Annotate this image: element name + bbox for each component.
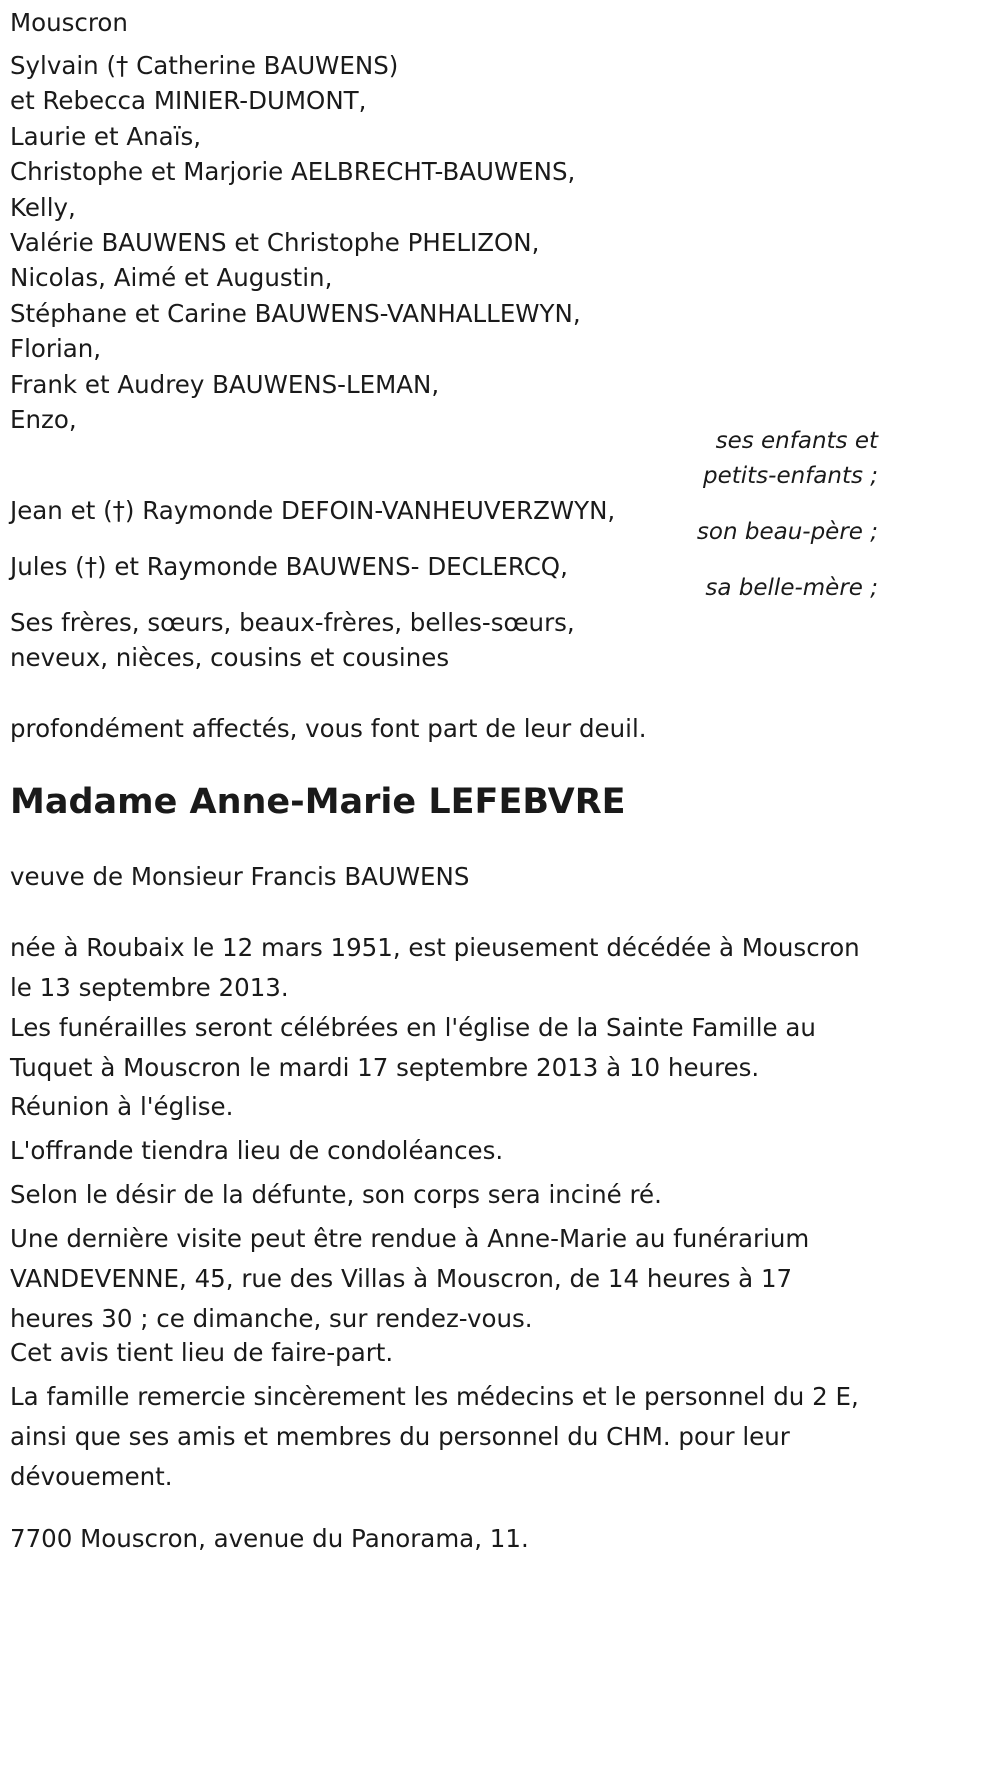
address-line: 7700 Mouscron, avenue du Panorama, 11. xyxy=(10,1524,529,1553)
family-line: Valérie BAUWENS et Christophe PHELIZON, xyxy=(10,228,540,257)
family-line: Florian, xyxy=(10,334,102,363)
children-relation-line1: ses enfants et xyxy=(715,428,878,454)
thanks-paragraph: La famille remercie sincèrement les médecins et le personnel du 2 E, ainsi que ses amis et membres du personnel du CHM. pour leur dévouement. xyxy=(10,1382,859,1491)
siblings-line: Ses frères, sœurs, beaux-frères, belles-sœurs, xyxy=(10,608,575,637)
family-line: Christophe et Marjorie AELBRECHT-BAUWENS, xyxy=(10,157,576,186)
family-line: et Rebecca MINIER-DUMONT, xyxy=(10,86,367,115)
notice-paragraph: Cet avis tient lieu de faire-part. xyxy=(10,1338,394,1367)
mother-in-law-relation: sa belle-mère ; xyxy=(705,575,878,601)
children-relation-line2: petits-enfants ; xyxy=(702,463,878,489)
announcement-text: profondément affectés, vous font part de leur deuil. xyxy=(10,714,647,743)
family-line: Stéphane et Carine BAUWENS-VANHALLEWYN, xyxy=(10,299,581,328)
family-line: Frank et Audrey BAUWENS-LEMAN, xyxy=(10,370,440,399)
city-heading: Mouscron xyxy=(10,8,128,37)
funeral-paragraph: Les funérailles seront célébrées en l'église de la Sainte Famille au Tuquet à Mouscron le mardi 17 septembre 2013 à 10 heures. xyxy=(10,1013,816,1082)
father-in-law-relation: son beau-père ; xyxy=(696,519,878,545)
father-in-law-line: Jean et (†) Raymonde DEFOIN-VANHEUVERZWYN, xyxy=(10,496,616,525)
mother-in-law-line: Jules (†) et Raymonde BAUWENS- DECLERCQ, xyxy=(10,552,568,581)
cremation-paragraph: Selon le désir de la défunte, son corps sera inciné ré. xyxy=(10,1180,662,1209)
visit-paragraph: Une dernière visite peut être rendue à Anne-Marie au funérarium VANDEVENNE, 45, rue des Villas à Mouscron, de 14 heures à 17 heures 30 ; ce dimanche, sur rendez-vous. xyxy=(10,1224,810,1333)
family-line: Nicolas, Aimé et Augustin, xyxy=(10,263,333,292)
family-line: Laurie et Anaïs, xyxy=(10,122,202,151)
deceased-name: Madame Anne-Marie LEFEBVRE xyxy=(10,782,626,822)
siblings-line: neveux, nièces, cousins et cousines xyxy=(10,643,450,672)
reunion-paragraph: Réunion à l'église. xyxy=(10,1092,234,1121)
offering-paragraph: L'offrande tiendra lieu de condoléances. xyxy=(10,1136,504,1165)
spouse-line: veuve de Monsieur Francis BAUWENS xyxy=(10,862,470,891)
family-line: Kelly, xyxy=(10,193,76,222)
family-line: Sylvain († Catherine BAUWENS) xyxy=(10,51,399,80)
birth-death-paragraph: née à Roubaix le 12 mars 1951, est pieusement décédée à Mouscron le 13 septembre 2013. xyxy=(10,933,860,1002)
family-line: Enzo, xyxy=(10,405,77,434)
